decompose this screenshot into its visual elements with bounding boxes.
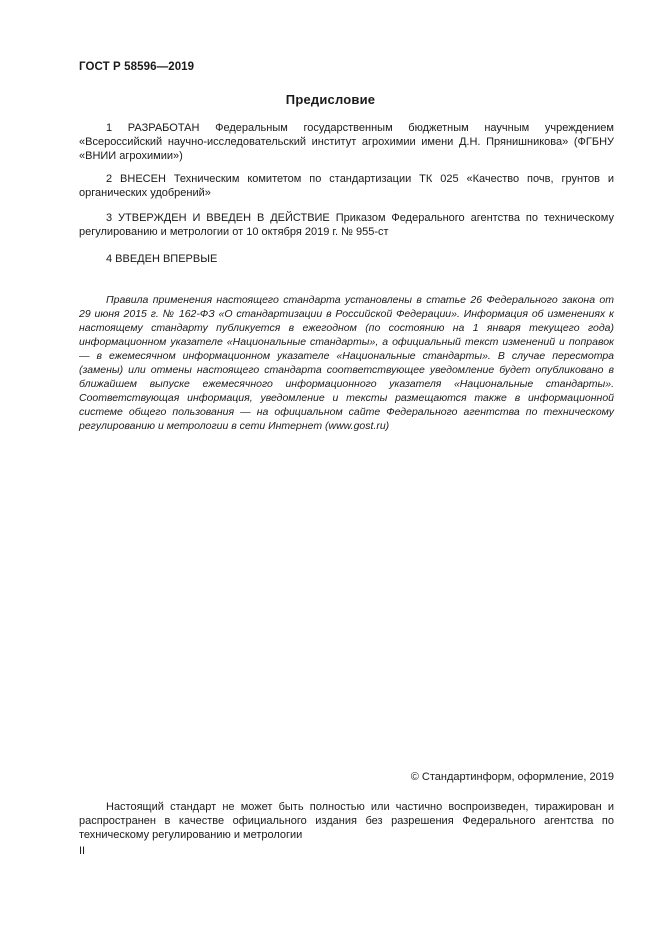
application-rules-notice: Правила применения настоящего стандарта установлены в статье 26 Федерального закона от 29 июня 2015 г. № 162-ФЗ «О стандартизации в Российской Федерации». Информация об изменениях к настоящему стандарту публикуется в ежегодном (по состоянию на 1 января текущего года) информационном указателе «Национальные стандарты», а официальный текст изменений и поправок — в ежемесячном информационном указателе «Национальные стандарты». В случае пересмотра (замены) или отмены настоящего стандарта соответствующее уведомление будет опубликовано в ближайшем выпуске ежемесячного информационного указателя «Национальные стандарты». Соответствующая информация, уведомление и тексты размещаются также в информационной системе общего пользования — на официальном сайте Федерального агентства по техническому регулированию и метрологии в сети Интернет (www.gost.ru) (79, 294, 614, 432)
reproduction-restriction: Настоящий стандарт не может быть полностью или частично воспроизведен, тиражирован и распространен в качестве официального издания без разрешения Федерального агентства по техническому регулированию и метрологии (79, 801, 614, 841)
foreword-item-approved: 3 УТВЕРЖДЕН И ВВЕДЕН В ДЕЙСТВИЕ Приказом Федерального агентства по техническому регулированию и метрологии от 10 октября 2019 г. № 955-ст (79, 212, 614, 238)
section-title: Предисловие (285, 92, 376, 107)
foreword-item-introduced: 2 ВНЕСЕН Техническим комитетом по стандартизации ТК 025 «Качество почв, грунтов и органических удобрений» (79, 173, 614, 199)
foreword-item-first-introduced: 4 ВВЕДЕН ВПЕРВЫЕ (106, 253, 218, 265)
document-code: ГОСТ Р 58596—2019 (79, 61, 195, 73)
foreword-item-developed: 1 РАЗРАБОТАН Федеральным государственным бюджетным научным учреждением «Всероссийский научно-исследовательский институт агрохимии имени Д.Н. Прянишникова» (ФГБНУ «ВНИИ агрохимии») (79, 122, 614, 162)
page-number: II (79, 845, 86, 857)
copyright-line: © Стандартинформ, оформление, 2019 (410, 771, 614, 783)
